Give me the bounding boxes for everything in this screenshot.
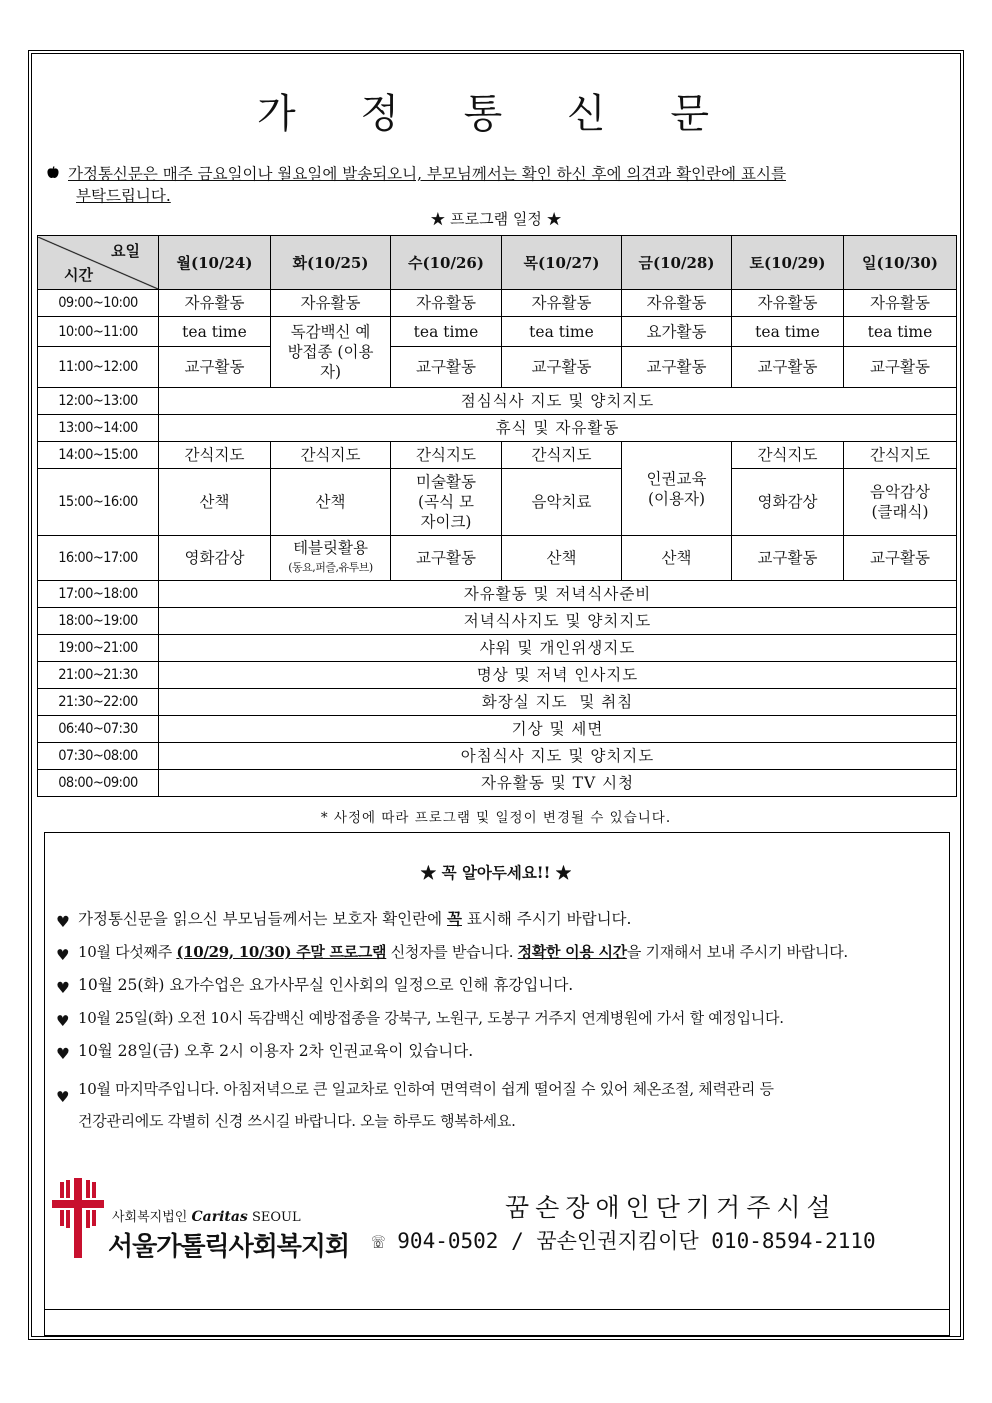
table-row: [38, 716, 957, 743]
time-cell: 08:00~09:00: [38, 770, 159, 797]
schedule-cell: 자유활동: [622, 290, 732, 317]
schedule-cell: 미술활동 (곡식 모자이크): [391, 469, 502, 536]
notice: [46, 163, 926, 207]
schedule-cell: 교구활동: [391, 347, 502, 388]
schedule-cell: 간식지도: [844, 442, 957, 469]
schedule-cell: 간식지도: [159, 442, 271, 469]
schedule-cell: 교구활동: [391, 536, 502, 581]
heart-icon: ♥: [56, 946, 70, 964]
table-row: [38, 347, 957, 388]
facility-name: 꿈손장애인단기거주시설: [505, 1193, 837, 1222]
day-header-mon: 월(10/24): [159, 236, 271, 290]
schedule-cell: 교구활동: [844, 536, 957, 581]
schedule-cell: 영화감상: [159, 536, 271, 581]
heart-icon: ♥: [56, 979, 70, 997]
table-row: [38, 581, 957, 608]
schedule-cell: 산책: [622, 536, 732, 581]
corner-header-cell: [38, 236, 159, 290]
merged-cell: 화장실 지도 및 취침: [159, 689, 957, 716]
notice-box-bottom: [44, 1310, 950, 1336]
schedule-cell: 산책: [159, 469, 271, 536]
org-subtitle: 사회복지법인 Caritas SEOUL: [112, 1209, 301, 1225]
list-item: ♥ 10월 28일(금) 오후 2시 이용자 2차 인권교육이 있습니다.: [56, 1042, 474, 1063]
org-name: 서울가톨릭사회복지회: [108, 1232, 350, 1262]
time-label: 시간: [64, 265, 93, 284]
day-header-sun: 일(10/30): [844, 236, 957, 290]
schedule-cell: 간식지도: [271, 442, 391, 469]
organization-logo: [52, 1178, 382, 1262]
merged-cell: 저녁식사지도 및 양치지도: [159, 608, 957, 635]
notice-list: [56, 908, 941, 1148]
merged-cell: 점심식사 지도 및 양치지도: [159, 388, 957, 415]
time-cell: 09:00~10:00: [38, 290, 159, 317]
schedule-cell: 자유활동: [732, 290, 844, 317]
schedule-table: [37, 235, 957, 797]
heart-icon: ♥: [56, 913, 70, 931]
schedule-title: ★ 프로그램 일정 ★: [430, 210, 562, 228]
schedule-cell: [271, 536, 391, 581]
day-header-sat: 토(10/29): [732, 236, 844, 290]
list-item: ♥ 10월 25(화) 요가수업은 요가사무실 인사회의 일정으로 인해 휴강입니다.: [56, 976, 574, 997]
schedule-cell: tea time: [391, 317, 502, 347]
list-item: ♥ 10월 다섯째주 (10/29, 10/30) 주말 프로그램 신청자를 받습니다. 정확한 이용 시간을 기재해서 보내 주시기 바랍니다.: [56, 943, 848, 964]
merged-cell: 휴식 및 자유활동: [159, 415, 957, 442]
schedule-cell: 음악감상 (클래식): [844, 469, 957, 536]
schedule-cell: 자유활동: [391, 290, 502, 317]
schedule-cell: 교구활동: [502, 347, 622, 388]
schedule-cell: 음악치료: [502, 469, 622, 536]
time-cell: 17:00~18:00: [38, 581, 159, 608]
table-row: [38, 415, 957, 442]
notice-box-title: ★ 꼭 알아두세요!! ★: [420, 863, 572, 882]
heart-icon: ♥: [56, 1045, 70, 1063]
table-row: [38, 662, 957, 689]
day-label: 요일: [111, 241, 140, 260]
schedule-cell: tea time: [159, 317, 271, 347]
list-item: ♥ 10월 마지막주입니다. 아침저녁으로 큰 일교차로 인하여 면역력이 쉽게 떨어질 수 있어 체온조절, 체력관리 등 건강관리에도 각별히 신경 쓰시길 바랍니다. 오늘 하루도 행복하세요.: [56, 1080, 774, 1130]
schedule-cell: 인권교육 (이용자): [622, 442, 732, 536]
schedule-cell: 교구활동: [622, 347, 732, 388]
merged-cell: 아침식사 지도 및 양치지도: [159, 743, 957, 770]
table-row: [38, 388, 957, 415]
heart-icon: ♥: [56, 1088, 70, 1106]
schedule-cell: 자유활동: [502, 290, 622, 317]
table-row: [38, 608, 957, 635]
time-cell: 14:00~15:00: [38, 442, 159, 469]
time-cell: 21:00~21:30: [38, 662, 159, 689]
table-row: [38, 317, 957, 347]
merged-cell: 기상 및 세면: [159, 716, 957, 743]
schedule-cell: 교구활동: [844, 347, 957, 388]
day-header-tue: 화(10/25): [271, 236, 391, 290]
schedule-cell: 자유활동: [271, 290, 391, 317]
table-row: [38, 290, 957, 317]
time-cell: 12:00~13:00: [38, 388, 159, 415]
merged-cell: 자유활동 및 저녁식사준비: [159, 581, 957, 608]
tablet-label: 테블릿활용: [293, 539, 368, 557]
notice-line-1: 가정통신문은 매주 금요일이나 월요일에 발송되오니, 부모님께서는 확인 하신 후에 의견과 확인란에 표시를: [68, 165, 786, 183]
time-cell: 06:40~07:30: [38, 716, 159, 743]
table-row: [38, 689, 957, 716]
schedule-cell: tea time: [844, 317, 957, 347]
time-cell: 18:00~19:00: [38, 608, 159, 635]
table-row: [38, 536, 957, 581]
schedule-cell: 자유활동: [159, 290, 271, 317]
contact-info: ☏ 904-0502 / 꿈손인권지킴이단 010-8594-2110: [372, 1229, 876, 1253]
tablet-sublabel: (동요,퍼즐,유투브): [288, 561, 373, 574]
day-header-thu: 목(10/27): [502, 236, 622, 290]
merged-cell: 명상 및 저녁 인사지도: [159, 662, 957, 689]
table-row: [38, 469, 957, 536]
schedule-cell: 간식지도: [732, 442, 844, 469]
schedule-cell: 교구활동: [159, 347, 271, 388]
schedule-cell: tea time: [502, 317, 622, 347]
merged-cell: 샤워 및 개인위생지도: [159, 635, 957, 662]
schedule-footnote: * 사정에 따라 프로그램 및 일정이 변경될 수 있습니다.: [320, 810, 672, 826]
schedule-cell: 독감백신 예방접종 (이용자): [271, 317, 391, 388]
schedule-cell: 요가활동: [622, 317, 732, 347]
time-cell: 13:00~14:00: [38, 415, 159, 442]
time-cell: 16:00~17:00: [38, 536, 159, 581]
table-row: [38, 743, 957, 770]
schedule-cell: 간식지도: [391, 442, 502, 469]
header-row: [38, 236, 957, 290]
list-item: ♥ 가정통신문을 읽으신 부모님들께서는 보호자 확인란에 꼭 표시해 주시기 바랍니다.: [56, 909, 632, 931]
schedule-cell: 교구활동: [732, 347, 844, 388]
schedule-cell: 교구활동: [732, 536, 844, 581]
schedule-cell: tea time: [732, 317, 844, 347]
table-row: [38, 442, 957, 469]
schedule-cell: 영화감상: [732, 469, 844, 536]
schedule-cell: 산책: [502, 536, 622, 581]
time-cell: 07:30~08:00: [38, 743, 159, 770]
day-header-wed: 수(10/26): [391, 236, 502, 290]
heart-icon: ♥: [56, 1012, 70, 1030]
table-row: [38, 635, 957, 662]
day-header-fri: 금(10/28): [622, 236, 732, 290]
apple-bullet-icon: [46, 166, 60, 180]
table-row: [38, 770, 957, 797]
time-cell: 11:00~12:00: [38, 347, 159, 388]
schedule-cell: 자유활동: [844, 290, 957, 317]
notice-line-2: 부탁드립니다.: [76, 187, 171, 205]
time-cell: 21:30~22:00: [38, 689, 159, 716]
page-title: 가 정 통 신 문: [256, 91, 736, 137]
schedule-cell: 간식지도: [502, 442, 622, 469]
list-item: ♥ 10월 25일(화) 오전 10시 독감백신 예방접종을 강북구, 노원구, 도봉구 거주지 연계병원에 가서 할 예정입니다.: [56, 1009, 784, 1030]
time-cell: 15:00~16:00: [38, 469, 159, 536]
merged-cell: 자유활동 및 TV 시청: [159, 770, 957, 797]
schedule-cell: 산책: [271, 469, 391, 536]
time-cell: 10:00~11:00: [38, 317, 159, 347]
caritas-cross-icon: [52, 1178, 104, 1258]
time-cell: 19:00~21:00: [38, 635, 159, 662]
